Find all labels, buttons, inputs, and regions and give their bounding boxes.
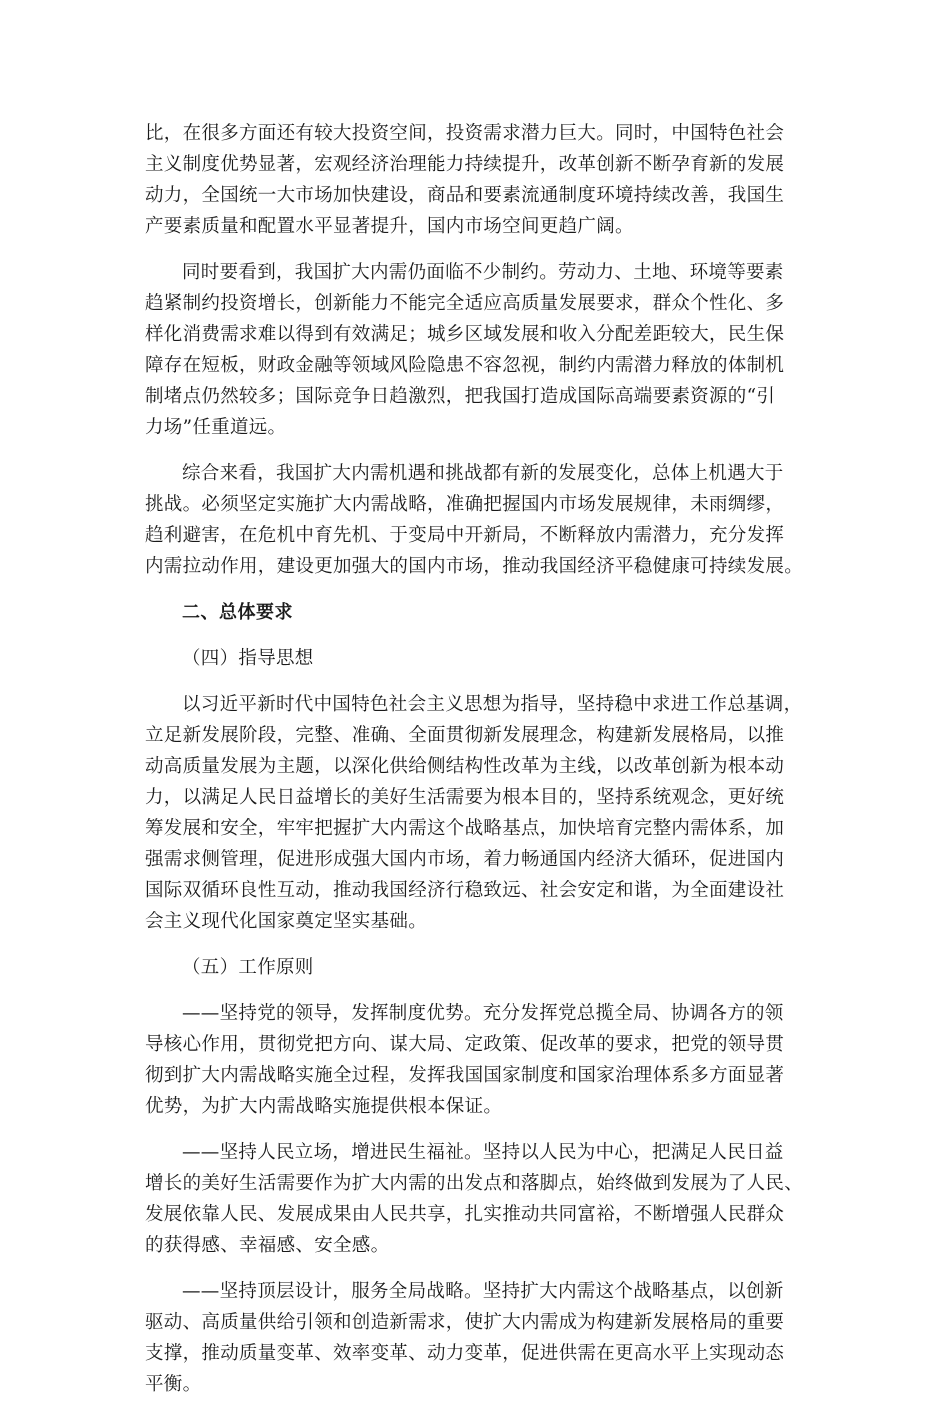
text-line: 导核心作用，贯彻党把方向、谋大局、定政策、促改革的要求，把党的领导贯 xyxy=(145,1034,785,1055)
text-line: 趋紧制约投资增长，创新能力不能完全适应高质量发展要求，群众个性化、多 xyxy=(145,293,785,314)
text-line: ——坚持党的领导，发挥制度优势。充分发挥党总揽全局、协调各方的领 xyxy=(182,1003,784,1024)
text-line: 同时要看到，我国扩大内需仍面临不少制约。劳动力、土地、环境等要素 xyxy=(182,262,784,283)
text-line: 样化消费需求难以得到有效满足；城乡区域发展和收入分配差距较大，民生保 xyxy=(145,324,785,345)
text-line: 筹发展和安全，牢牢把握扩大内需这个战略基点，加快培育完整内需体系，加 xyxy=(145,818,785,839)
text-line: 趋利避害，在危机中育先机、于变局中开新局，不断释放内需潜力，充分发挥 xyxy=(145,525,785,546)
paragraph-constraints xyxy=(145,257,810,443)
text-line: 支撑，推动质量变革、效率变革、动力变革，促进供需在更高水平上实现动态 xyxy=(145,1343,785,1364)
text-line: 力，以满足人民日益增长的美好生活需要为根本目的，坚持系统观念，更好统 xyxy=(145,787,785,808)
text-line: 发展依靠人民、发展成果由人民共享，扎实推动共同富裕，不断增强人民群众 xyxy=(145,1204,785,1225)
text-line: 力场”任重道远。 xyxy=(145,417,287,438)
text-line: 平衡。 xyxy=(145,1374,202,1395)
text-line: 比，在很多方面还有较大投资空间，投资需求潜力巨大。同时，中国特色社会 xyxy=(145,123,785,144)
subheading-work-principles: （五）工作原则 xyxy=(182,957,314,978)
text-line: 制堵点仍然较多；国际竞争日趋激烈，把我国打造成国际高端要素资源的“引 xyxy=(145,386,776,407)
text-line: 立足新发展阶段，完整、准确、全面贯彻新发展理念，构建新发展格局，以推 xyxy=(145,725,785,746)
text-line: 障存在短板，财政金融等领域风险隐患不容忽视，制约内需潜力释放的体制机 xyxy=(145,355,785,376)
text-line: 内需拉动作用，建设更加强大的国内市场，推动我国经济平稳健康可持续发展。 xyxy=(145,556,804,577)
text-line: ——坚持顶层设计，服务全局战略。坚持扩大内需这个战略基点，以创新 xyxy=(182,1281,784,1302)
text-line: 的获得感、幸福感、安全感。 xyxy=(145,1235,390,1256)
paragraph-principle-people xyxy=(145,1137,810,1261)
text-line: 彻到扩大内需战略实施全过程，发挥我国国家制度和国家治理体系多方面显著 xyxy=(145,1065,785,1086)
text-line: 以习近平新时代中国特色社会主义思想为指导，坚持稳中求进工作总基调， xyxy=(182,694,803,715)
paragraph-summary xyxy=(145,458,810,582)
text-line: 动高质量发展为主题，以深化供给侧结构性改革为主线，以改革创新为根本动 xyxy=(145,756,785,777)
text-line: 综合来看，我国扩大内需机遇和挑战都有新的发展变化，总体上机遇大于 xyxy=(182,463,784,484)
text-line: 产要素质量和配置水平显著提升，国内市场空间更趋广阔。 xyxy=(145,216,634,237)
text-line: 会主义现代化国家奠定坚实基础。 xyxy=(145,911,428,932)
paragraph-principle-top-design xyxy=(145,1276,810,1400)
text-line: 主义制度优势显著，宏观经济治理能力持续提升，改革创新不断孕育新的发展 xyxy=(145,154,785,175)
text-line: ——坚持人民立场，增进民生福祉。坚持以人民为中心，把满足人民日益 xyxy=(182,1142,784,1163)
text-line: 国际双循环良性互动，推动我国经济行稳致远、社会安定和谐，为全面建设社 xyxy=(145,880,785,901)
subheading-guiding-ideology: （四）指导思想 xyxy=(182,648,314,669)
text-line: 优势，为扩大内需战略实施提供根本保证。 xyxy=(145,1096,503,1117)
text-line: 挑战。必须坚定实施扩大内需战略，准确把握国内市场发展规律，未雨绸缪， xyxy=(145,494,785,515)
document-page xyxy=(145,118,810,1415)
paragraph-principle-party-leadership xyxy=(145,998,810,1122)
text-line: 强需求侧管理，促进形成强大国内市场，着力畅通国内经济大循环，促进国内 xyxy=(145,849,785,870)
section-heading: 二、总体要求 xyxy=(182,602,293,623)
paragraph-investment-potential xyxy=(145,118,810,242)
text-line: 动力，全国统一大市场加快建设，商品和要素流通制度环境持续改善，我国生 xyxy=(145,185,785,206)
text-line: 驱动、高质量供给引领和创造新需求，使扩大内需成为构建新发展格局的重要 xyxy=(145,1312,785,1333)
text-line: 增长的美好生活需要作为扩大内需的出发点和落脚点，始终做到发展为了人民、 xyxy=(145,1173,804,1194)
paragraph-guiding-ideology xyxy=(145,689,810,937)
